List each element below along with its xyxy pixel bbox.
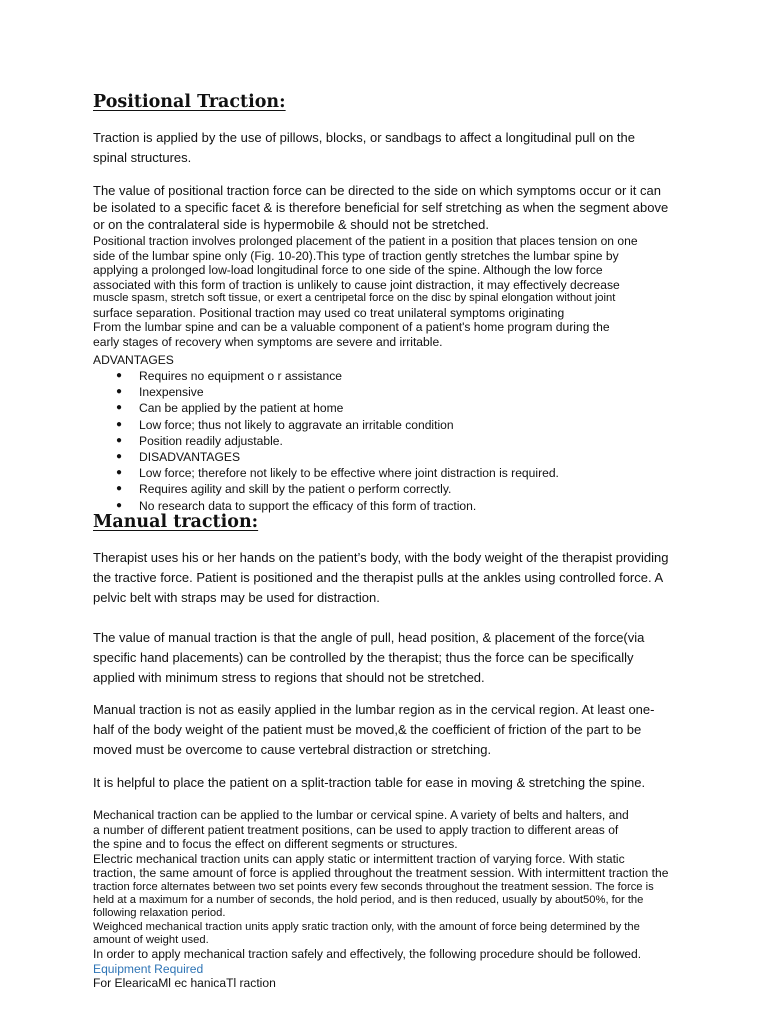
list-item: ● Position readily adjustable. <box>116 433 283 448</box>
mechanical-line: Weighced mechanical traction units apply sratic traction only, with the amount of force being determined by the <box>93 920 640 933</box>
bullet-icon: ● <box>116 434 123 446</box>
list-item: ● No research data to support the efficacy of this form of traction. <box>116 498 477 513</box>
bullet-icon: ● <box>116 450 123 462</box>
section-title-positional: Positional Traction: <box>93 92 286 112</box>
mechanical-line: following relaxation period. <box>93 907 226 920</box>
mechanical-description <box>93 808 683 991</box>
mechanical-line: traction, the same amount of force is applied throughout the treatment session. With intermittent traction the <box>93 866 669 881</box>
mechanical-line: Electric mechanical traction units can apply static or intermittent traction of varying force. With static <box>93 851 625 866</box>
list-item: ● Inexpensive <box>116 385 204 400</box>
equipment-subheading: For ElearicaMl ec hanicaTl raction <box>93 976 276 991</box>
mechanical-line: the spine and to focus the effect on different segments or structures. <box>93 837 458 852</box>
list-item: ● DISADVANTAGES <box>116 449 241 464</box>
list-item: ● Can be applied by the patient at home <box>116 401 344 416</box>
list-item: ● Requires no equipment o r assistance <box>116 369 343 383</box>
bullet-icon: ● <box>116 467 123 479</box>
list-item: ● Low force; therefore not likely to be effective where joint distraction is required. <box>116 466 559 481</box>
description-line: muscle spasm, stretch soft tissue, or exert a centripetal force on the disc by spinal elongation without joint <box>93 292 616 305</box>
description-line: From the lumbar spine and can be a valuable component of a patient's home program during the <box>93 320 610 335</box>
positional-value: The value of positional traction force can be directed to the side on which symptoms occur or it can be isolated to a specific facet & is therefore beneficial for self stretching as when the segment above or on the contralateral side is hypermobile & should not be stretched. <box>93 183 669 232</box>
mechanical-line: Mechanical traction can be applied to the lumbar or cervical spine. A variety of belts and halters, and <box>93 808 629 822</box>
equipment-heading: Equipment Required <box>93 961 204 976</box>
list-item: ● Requires agility and skill by the patient o perform correctly. <box>116 482 452 497</box>
section-title-manual: Manual traction: <box>93 512 259 532</box>
bullet-icon: ● <box>116 370 123 381</box>
bullet-icon: ● <box>116 418 123 430</box>
bullet-icon: ● <box>116 499 123 511</box>
mechanical-line: traction force alternates between two set points every few seconds throughout the treatment session. The force is <box>93 880 654 893</box>
list-item: ● Low force; thus not likely to aggravate an irritable condition <box>116 417 454 432</box>
description-line: applying a prolonged low-load longitudinal force to one side of the spine. Although the low force <box>93 263 603 278</box>
manual-paragraph-1: Therapist uses his or her hands on the patient’s body, with the body weight of the therapist providing the tractive force. Patient is positioned and the therapist pulls at the ankles using controlled force. A pelvic belt with straps may be used for distraction. <box>93 550 669 605</box>
advantages-list <box>93 368 559 514</box>
bullet-icon: ● <box>116 483 123 495</box>
description-line: early stages of recovery when symptoms are severe and irritable. <box>93 334 443 349</box>
manual-paragraph-2: The value of manual traction is that the angle of pull, head position, & placement of the force(via specific hand placements) can be controlled by the therapist; thus the force can be specifically applied with minimum stress to regions that should not be stretched. <box>93 630 645 685</box>
description-line: side of the lumbar spine only (Fig. 10-20).This type of traction gently stretches the lumbar spine by <box>93 248 619 263</box>
positional-intro: Traction is applied by the use of pillows, blocks, or sandbags to affect a longitudinal pull on the spinal structures. <box>93 130 635 165</box>
mechanical-line: held at a maximum for a number of seconds, the hold period, and is then reduced, usually by about50%, for the <box>93 894 644 907</box>
mechanical-line: amount of weight used. <box>93 933 209 946</box>
mechanical-line: a number of different patient treatment positions, can be used to apply traction to different areas of <box>93 822 619 837</box>
bullet-icon: ● <box>116 402 123 414</box>
positional-description <box>93 234 683 349</box>
description-line: surface separation. Positional traction may used co treat unilateral symptoms originating <box>93 305 565 320</box>
bullet-icon: ● <box>116 386 123 398</box>
description-line: associated with this form of traction is unlikely to cause joint distraction, it may effectively decrease <box>93 277 620 292</box>
description-line: Positional traction involves prolonged placement of the patient in a position that places tension on one <box>93 234 638 248</box>
mechanical-procedure: In order to apply mechanical traction safely and effectively, the following procedure should be followed. <box>93 946 642 961</box>
manual-paragraph-3: Manual traction is not as easily applied in the lumbar region as in the cervical region. At least one-half of the body weight of the patient must be moved,& the coefficient of friction of the part to be moved must be overcome to cause vertebral distraction or stretching. <box>93 702 655 757</box>
advantages-label: ADVANTAGES <box>93 353 174 367</box>
manual-paragraph-4: It is helpful to place the patient on a split-traction table for ease in moving & stretching the spine. <box>93 775 646 790</box>
